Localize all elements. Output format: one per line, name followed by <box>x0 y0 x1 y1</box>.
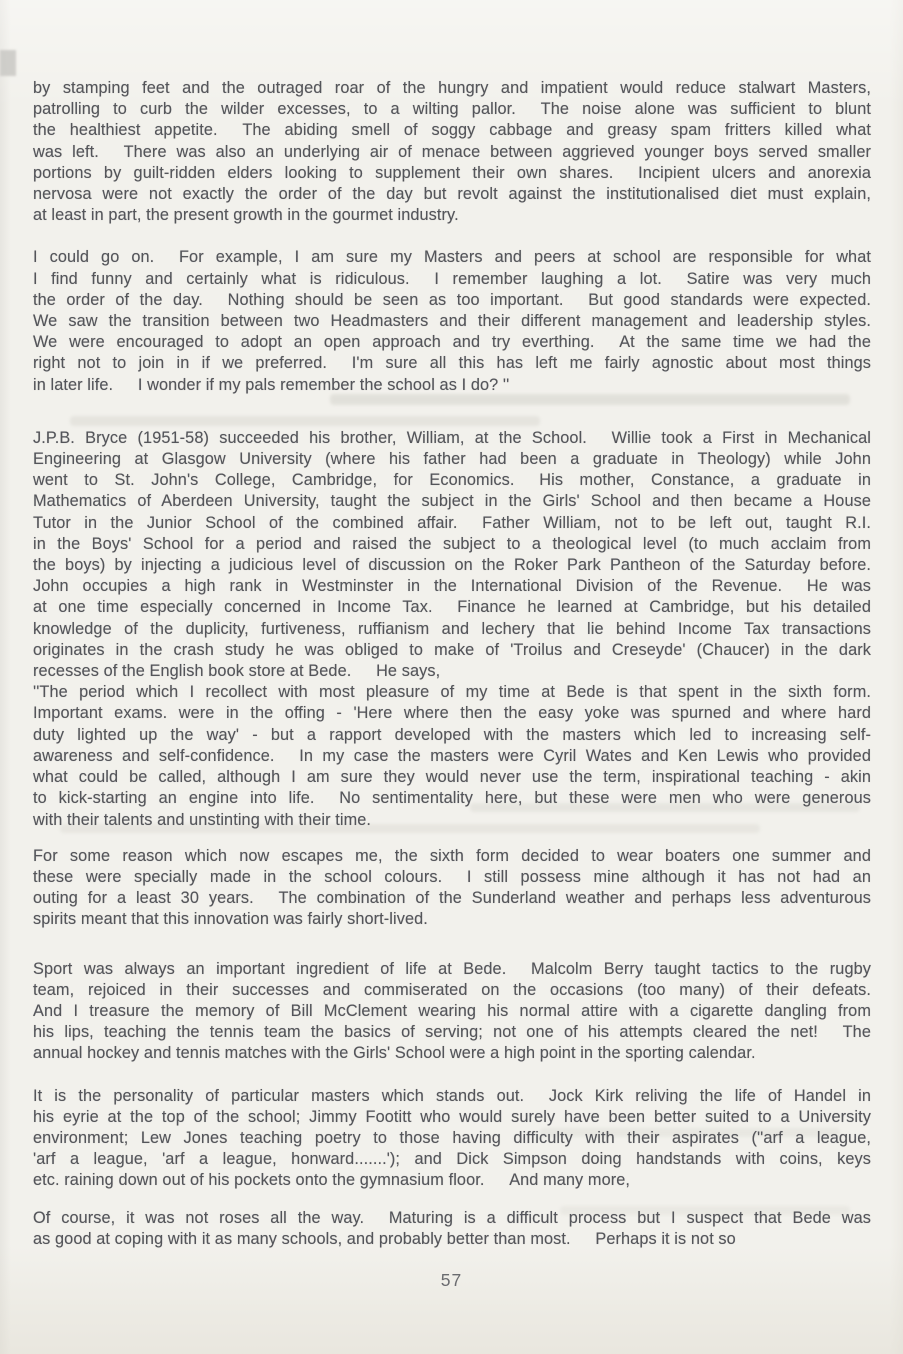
text-line: outing for a least 30 years. The combination of the Sunderland weather and perhaps less adventurous <box>33 889 871 908</box>
text-line: etc. raining down out of his pockets onto the gymnasium floor. And many more, <box>33 1171 631 1190</box>
paragraph <box>33 846 871 931</box>
text-line: Tutor in the Junior School of the combined affair. Father William, not to be left out, taught R.I. <box>33 513 871 532</box>
paragraph <box>33 428 871 831</box>
text-line: For some reason which now escapes me, the sixth form decided to wear boaters one summer and <box>33 846 871 865</box>
text-line: Sport was always an important ingredient of life at Bede. Malcolm Berry taught tactics to the rugby <box>33 959 871 978</box>
text-line: went to St. John's College, Cambridge, for Economics. His mother, Constance, a graduate in <box>33 471 871 490</box>
text-line: J.P.B. Bryce (1951-58) succeeded his brother, William, at the School. Willie took a First in Mechanical <box>33 428 871 447</box>
text-line: with their talents and unstinting with their time. <box>33 810 372 829</box>
text-line: right not to join in if we preferred. I'm sure all this has left me fairly agnostic about most things <box>33 354 871 373</box>
text-line: nervosa were not exactly the order of the day but revolt against the institutionalised diet must explain, <box>33 185 871 204</box>
text-line: We were encouraged to adopt an open approach and try everthing. At the same time we had the <box>33 333 871 352</box>
text-line: We saw the transition between two Headmasters and their different management and leadership styles. <box>33 312 871 331</box>
paragraph <box>33 1208 871 1250</box>
text-line: duty lighted up the way' - but a rapport developed with the masters which led to increasing self- <box>33 725 871 744</box>
text-line: spirits meant that this innovation was fairly short-lived. <box>33 910 428 929</box>
text-line: John occupies a high rank in Westminster in the International Division of the Revenue. He was <box>33 577 871 596</box>
text-line: what could be called, although I am sure they would never use the term, inspirational teaching - akin <box>33 768 871 787</box>
text-line: 'arf a league, 'arf a league, honward.......'); and Dick Simpson doing handstands with coins, keys <box>33 1150 871 1169</box>
paragraph <box>33 78 871 226</box>
text-line: Of course, it was not roses all the way. Maturing is a difficult process but I suspect that Bede was <box>33 1208 871 1227</box>
text-line: Mathematics of Aberdeen University, taught the subject in the Girls' School and then became a House <box>33 492 871 511</box>
text-line: the boys) by injecting a judicious level of discussion on the Roker Park Pantheon of the Saturday before. <box>33 556 871 575</box>
text-line: annual hockey and tennis matches with the Girls' School were a high point in the sporting calendar. <box>33 1044 756 1063</box>
text-line: recesses of the English book store at Bede. He says, <box>33 662 441 681</box>
text-line: to kick-starting an engine into life. No sentimentality here, but these were men who were generous <box>33 789 871 808</box>
text-line: the healthiest appetite. The abiding smell of soggy cabbage and greasy spam fritters killed what <box>33 121 871 140</box>
text-line: his lips, teaching the tennis team the basics of serving; not one of his attempts cleared the net! The <box>33 1023 871 1042</box>
text-line: And I treasure the memory of Bill McClement wearing his normal attire with a cigarette dangling from <box>33 1001 871 1020</box>
text-line: It is the personality of particular masters which stands out. Jock Kirk reliving the life of Handel in <box>33 1086 871 1105</box>
text-line: I could go on. For example, I am sure my Masters and peers at school are responsible for what <box>33 248 871 267</box>
text-line: by stamping feet and the outraged roar of the hungry and impatient would reduce stalwart Masters, <box>33 79 871 97</box>
text-line: Engineering at Glasgow University (where his father had been a graduate in Theology) while John <box>33 450 871 469</box>
text-line: in later life. I wonder if my pals remember the school as I do? '' <box>33 375 510 394</box>
text-line: I find funny and certainly what is ridiculous. I remember laughing a lot. Satire was very much <box>33 269 871 288</box>
paragraph <box>33 247 871 395</box>
text-line: environment; Lew Jones teaching poetry to those having difficulty with their aspirates (''arf a league, <box>33 1128 871 1147</box>
text-line: originates in the crash study he was obliged to make of 'Troilus and Creseyde' (Chaucer) in the dark <box>33 640 871 659</box>
text-line: his eyrie at the top of the school; Jimmy Footitt who would surely have been better suited to a University <box>33 1107 871 1126</box>
paragraph <box>33 1086 871 1192</box>
text-line: ''The period which I recollect with most pleasure of my time at Bede is that spent in the sixth form. <box>33 683 871 702</box>
text-line: knowledge of the duplicity, furtiveness, ruffianism and lechery that lie behind Income Tax transactions <box>33 619 871 638</box>
text-line: team, rejoiced in their successes and commiserated on the occasions (too many) of their defeats. <box>33 980 871 999</box>
text-line: awareness and self-confidence. In my case the masters were Cyril Wates and Ken Lewis who provided <box>33 746 871 765</box>
page-number: 57 <box>440 1270 463 1290</box>
text-line: the order of the day. Nothing should be seen as too important. But good standards were expected. <box>33 290 871 309</box>
text-line: patrolling to curb the wilder excesses, to a wilting pallor. The noise alone was sufficient to blunt <box>33 100 871 119</box>
text-line: portions by guilt-ridden elders looking to supplement their own shares. Incipient ulcers and anorexia <box>33 163 871 182</box>
text-line: at least in part, the present growth in the gourmet industry. <box>33 206 459 225</box>
scan-edge-mark <box>0 50 16 76</box>
text-line: these were specially made in the school colours. I still possess mine although it has not had an <box>33 867 871 886</box>
text-line: in the Boys' School for a period and raised the subject to a theological level (to much acclaim from <box>33 534 871 553</box>
text-line: Important exams. were in the offing - 'Here where then the easy yoke was spurned and where hard <box>33 704 871 723</box>
text-line: at one time especially concerned in Income Tax. Finance he learned at Cambridge, but his detailed <box>33 598 871 617</box>
paragraph <box>33 959 871 1065</box>
text-block <box>33 78 871 1250</box>
text-line: as good at coping with it as many schools, and probably better than most. Perhaps it is not so <box>33 1229 736 1248</box>
text-line: was left. There was also an underlying air of menace between aggrieved younger boys served smaller <box>33 142 871 161</box>
